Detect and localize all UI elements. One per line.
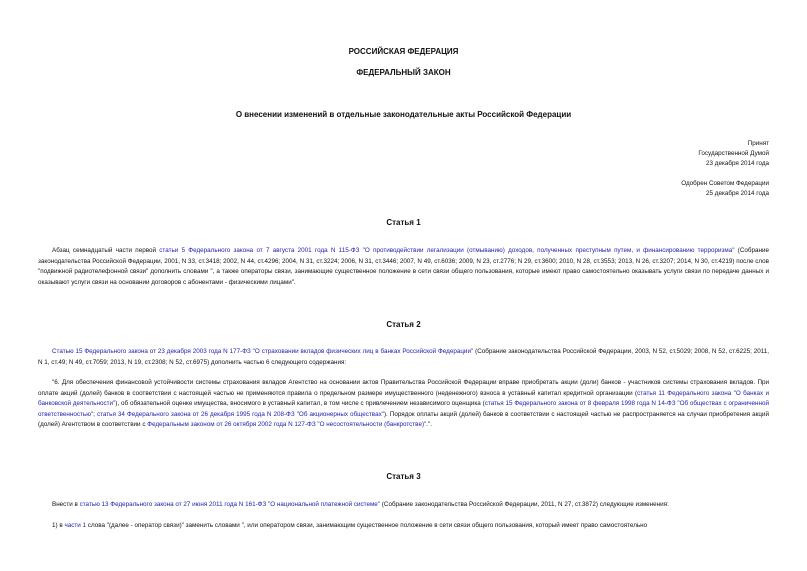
article-1-paragraph <box>38 246 769 288</box>
country-heading: РОССИЙСКАЯ ФЕДЕРАЦИЯ <box>348 47 459 56</box>
approval-date: 25 декабря 2014 года <box>706 190 769 197</box>
article-3-text-cont: (Собрание законодательства Российской Федерации, 2011, N 27, ст.3872) следующие изменения: <box>380 501 669 508</box>
adoption-block <box>681 139 769 199</box>
document-title: О внесении изменений в отдельные законодательные акты Российской Федерации <box>235 110 572 119</box>
adoption-line: Государственной Думой <box>698 150 769 157</box>
article-2-paragraph-1 <box>38 347 769 368</box>
article-3-paragraph-1 <box>38 500 769 511</box>
article-3-heading: Статья 3 <box>386 472 421 481</box>
article-2-heading: Статья 2 <box>386 320 421 329</box>
article-2-paragraph-2 <box>38 378 769 431</box>
bankruptcy-law-link[interactable]: Федеральным законом от 26 октября 2002 года N 127-ФЗ "О несостоятельности (банкротстве)" <box>147 421 427 429</box>
article-1-law-link[interactable]: статьи 5 Федерального закона от 7 августа 2001 года N 115-ФЗ "О противодействии легализации (отмыванию) доходов, полученных преступным путем, и финансированию терроризма" <box>159 247 735 254</box>
article-2-law-link[interactable]: Статью 15 Федерального закона от 23 декабря 2003 года N 177-ФЗ "О страховании вкладов физических лиц в банках Российской Федерации" <box>52 348 474 355</box>
payment-system-law-link[interactable]: статью 13 Федерального закона от 27 июня 2011 года N 161-ФЗ "О национальной платежной системе" <box>79 501 381 508</box>
article-2-text: (Собрание законодательства Российской Федерации, 2003, N 52, ст.5029; 2008, N 52, ст.6225; 2011, N 1, ст.49; N 49, ст.7059; 2013, N 19, ст.2308; N 52, ст.6975) дополнить частью 6 следующего содержания: <box>38 348 769 366</box>
item-1-text-cont: слова "(далее - оператор связи)" заменить словами ", или оператором связи, занимающим существенное положение в сети связи общего пользования, который имеет право самостоятельно <box>86 522 648 529</box>
document-type-heading: ФЕДЕРАЛЬНЫЙ ЗАКОН <box>356 68 451 77</box>
part-1-link[interactable]: части 1 <box>64 522 87 529</box>
banks-law-link[interactable]: статья 11 Федерального закона "О банках и банковской деятельности" <box>38 389 769 408</box>
article-1-text: Абзац семнадцатый части первой <box>52 247 160 254</box>
article-3-text: Внести в <box>52 501 80 508</box>
article-2-part6-text: ), об обязательной оценке имущества, вносимого в уставный капитал, в том числе с привлечением независимого оценщика ( <box>115 400 485 408</box>
separator-text: ; <box>93 410 97 418</box>
closing-text: .". <box>426 421 433 429</box>
item-1-text: 1) в <box>52 522 65 529</box>
approval-line: Одобрен Советом Федерации <box>681 180 769 187</box>
article-1-text-cont: (Собрание законодательства Российской Федерации, 2001, N 33, ст.3418; 2002, N 44, ст.4296; 2004, N 31, ст.3224; 2006, N 31, ст.3446; 2007, N 49, ст.6036; 2009, N 23, ст.2776; N 29, ст.3600; 2010, N 28, ст.3553; 2013, N 26, ст.3207; 2014, N 30, ст.4219) после слов "подвижной радиотелефонной связи" дополнить словами ", а также операторы связи, занимающие существенное положение в сети связи общего пользования, которые имеют право самостоятельно оказывать услуги связи по передаче данных и оказывают услуги связи на основании договоров с абонентами - физическими лицами". <box>38 247 769 286</box>
jsc-law-link[interactable]: статья 34 Федерального закона от 26 декабря 1995 года N 208-ФЗ "Об акционерных обществах" <box>96 410 384 418</box>
article-3-paragraph-2 <box>38 521 769 532</box>
adoption-date: 23 декабря 2014 года <box>706 160 769 167</box>
article-2-part6-text: ). Порядок оплаты акций (долей) банков в соответствии с настоящей частью не распространяется на случаи приобретения акций (долей) Агентством в соответствии с <box>38 410 769 429</box>
adoption-line: Принят <box>747 140 769 147</box>
article-2-part6-text: "6. Для обеспечения финансовой устойчивости системы страхования вкладов Агентство на основании актов Правительства Российской Федерации вправе приобретать акции (доли) банков - участников системы страхования вкладов. При оплате акций (долей) банков в соответствии с настоящей частью не применяются правила о предельном размере имущественного (неденежного) взноса в уставный капитал кредитной организации ( <box>38 379 769 397</box>
llc-law-link[interactable]: статья 15 Федерального закона от 8 февраля 1998 года N 14-ФЗ "Об обществах с ограниченной ответственностью" <box>38 400 769 418</box>
article-1-heading: Статья 1 <box>386 218 421 227</box>
